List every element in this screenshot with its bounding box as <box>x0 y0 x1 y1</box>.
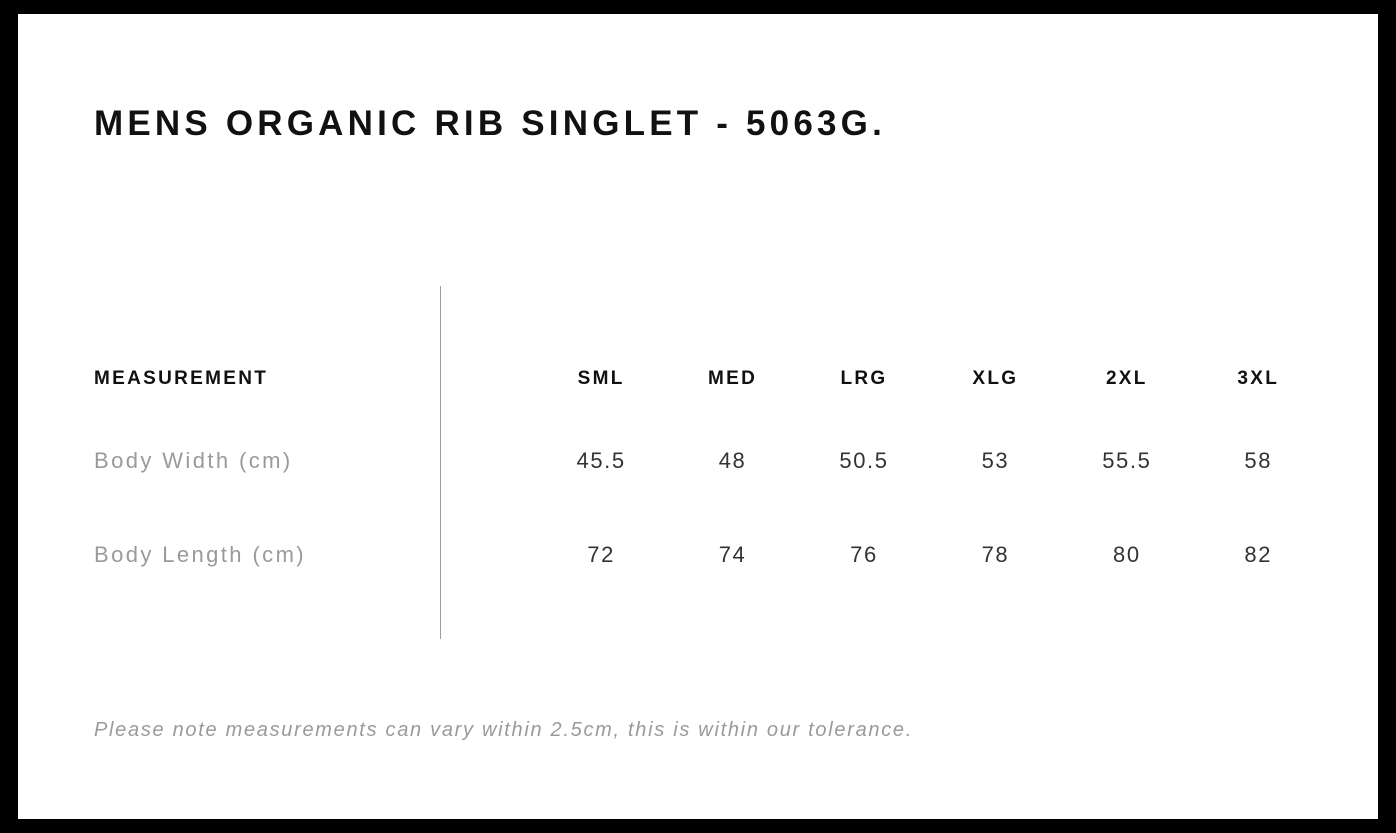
size-chart-table <box>94 344 1324 602</box>
cell-value: 78 <box>981 542 1010 567</box>
cell-value: 58 <box>1244 448 1273 473</box>
cell-value: 80 <box>1112 542 1141 567</box>
cell-value: 45.5 <box>576 448 626 473</box>
cell-value: 72 <box>587 542 615 567</box>
column-header-size: LRG <box>840 368 888 389</box>
row-label: Body Width (cm) <box>94 448 293 473</box>
table-row <box>94 414 1324 508</box>
cell-value: 48 <box>718 448 747 473</box>
column-header-size: XLG <box>972 368 1019 389</box>
cell-value: 82 <box>1244 542 1273 567</box>
cell-value: 76 <box>850 542 878 567</box>
size-chart-page <box>18 14 1378 819</box>
cell-value: 53 <box>981 448 1010 473</box>
column-header-size: 3XL <box>1237 368 1280 389</box>
column-header-size: 2XL <box>1105 368 1148 389</box>
row-label: Body Length (cm) <box>94 542 307 567</box>
column-header-size: MED <box>707 368 758 389</box>
cell-value: 74 <box>718 542 747 567</box>
tolerance-note: Please note measurements can vary within 2.5cm, this is within our tolerance. <box>94 719 913 741</box>
column-header-size: SML <box>577 368 625 389</box>
cell-value: 55.5 <box>1102 448 1152 473</box>
cell-value: 50.5 <box>839 448 889 473</box>
table-row <box>94 508 1324 602</box>
table-header-row <box>94 344 1324 414</box>
page-title: MENS ORGANIC RIB SINGLET - 5063G. <box>94 104 887 143</box>
column-header-measurement: MEASUREMENT <box>94 368 269 389</box>
